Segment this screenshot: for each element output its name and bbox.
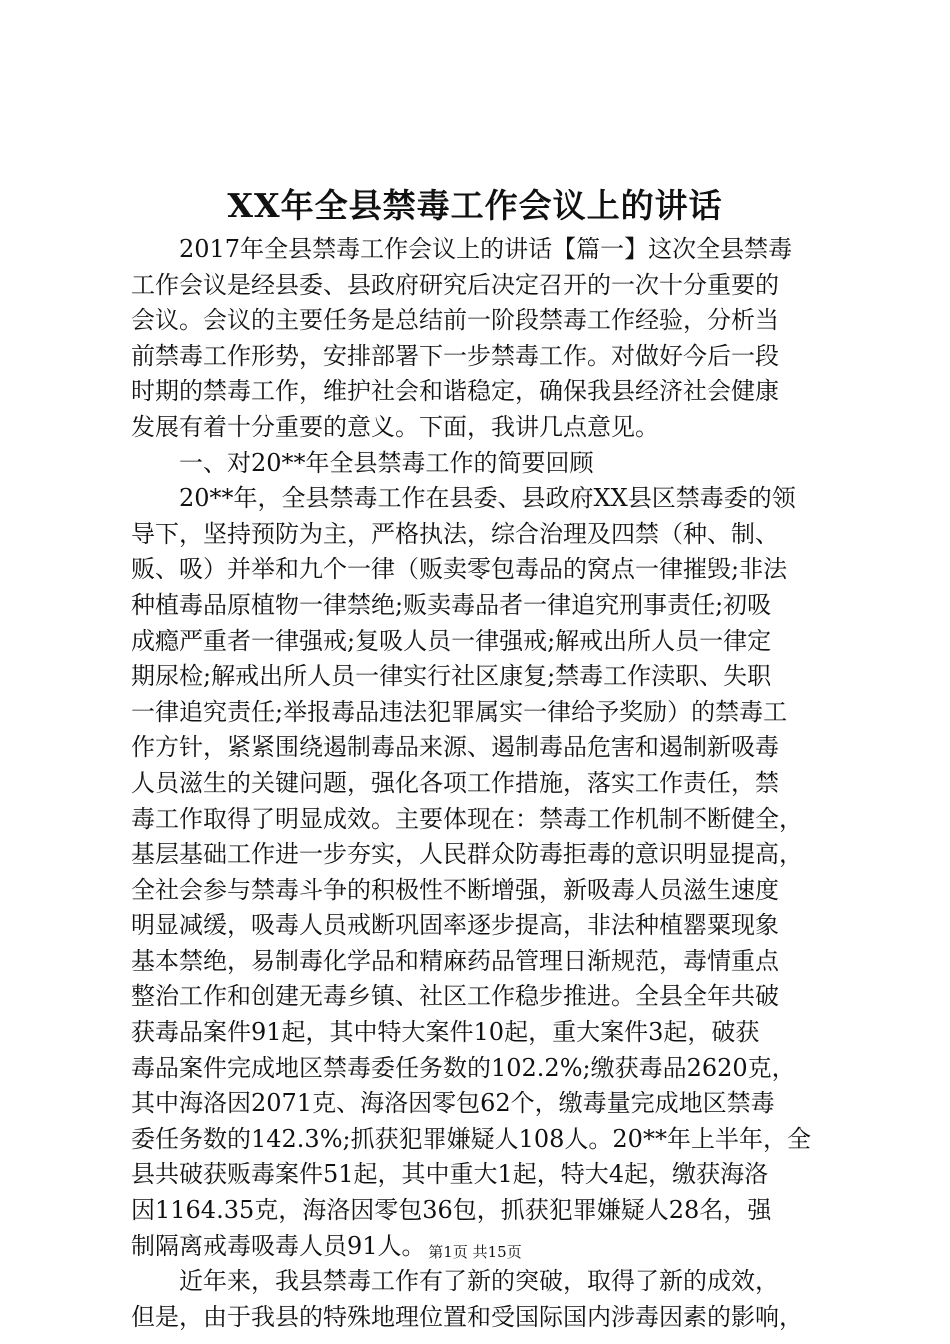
body-text-line: 会议。会议的主要任务是总结前一阶段禁毒工作经验，分析当	[131, 306, 779, 335]
body-text-line: 时期的禁毒工作，维护社会和谐稳定，确保我县经济社会健康	[131, 377, 779, 406]
body-text-line: 发展有着十分重要的意义。下面，我讲几点意见。	[131, 412, 659, 441]
body-text-line: 20**年，全县禁毒工作在县委、县政府XX县区禁毒委的领	[131, 484, 796, 513]
body-text-line: 导下，坚持预防为主，严格执法，综合治理及四禁（种、制、	[131, 519, 779, 548]
body-text-line: 明显减缓，吸毒人员戒断巩固率逐步提高，非法种植罂粟现象	[131, 911, 779, 940]
body-text-line: 一、对20**年全县禁毒工作的简要回顾	[131, 448, 594, 477]
body-text-line: 前禁毒工作形势，安排部署下一步禁毒工作。对做好今后一段	[131, 341, 779, 370]
body-text-line: 作方针，紧紧围绕遏制毒品来源、遏制毒品危害和遏制新吸毒	[131, 733, 779, 762]
body-text-line: 2017年全县禁毒工作会议上的讲话【篇一】这次全县禁毒	[131, 235, 793, 263]
body-text-line: 近年来，我县禁毒工作有了新的突破，取得了新的成效，	[131, 1267, 779, 1296]
body-text-line: 基层基础工作进一步夯实，人民群众防毒拒毒的意识明显提高，	[131, 840, 803, 869]
body-text-line: 获毒品案件91起，其中特大案件10起，重大案件3起，破获	[131, 1018, 760, 1047]
body-text-line: 种植毒品原植物一律禁绝;贩卖毒品者一律追究刑事责任;初吸	[131, 590, 772, 619]
body-text-line: 贩、吸）并举和九个一律（贩卖零包毒品的窝点一律摧毁;非法	[131, 555, 788, 584]
body-text-line: 毒品案件完成地区禁毒委任务数的102.2%;缴获毒品2620克，	[131, 1053, 796, 1082]
body-text-line: 基本禁绝，易制毒化学品和精麻药品管理日渐规范，毒情重点	[131, 946, 779, 975]
body-text-line: 其中海洛因2071克、海洛因零包62个，缴毒量完成地区禁毒	[131, 1089, 775, 1118]
body-text-line: 期尿检;解戒出所人员一律实行社区康复;禁毒工作渎职、失职	[131, 662, 772, 691]
page-footer: 第1页 共15页	[428, 1243, 522, 1261]
body-text-line: 毒工作取得了明显成效。主要体现在：禁毒工作机制不断健全，	[131, 804, 803, 833]
document-title: XX年全县禁毒工作会议上的讲话	[227, 186, 723, 225]
body-text-line: 但是，由于我县的特殊地理位置和受国际国内涉毒因素的影响，	[131, 1302, 803, 1331]
body-text-line: 一律追究责任;举报毒品违法犯罪属实一律给予奖励）的禁毒工	[131, 697, 788, 726]
body-text-line: 县共破获贩毒案件51起，其中重大1起，特大4起，缴获海洛	[131, 1160, 769, 1189]
body-text-line: 工作会议是经县委、县政府研究后决定召开的一次十分重要的	[131, 270, 779, 299]
body-text-line: 成瘾严重者一律强戒;复吸人员一律强戒;解戒出所人员一律定	[131, 626, 772, 655]
body-text-line: 委任务数的142.3%;抓获犯罪嫌疑人108人。20**年上半年，全	[131, 1124, 811, 1153]
body-text-line: 整治工作和创建无毒乡镇、社区工作稳步推进。全县全年共破	[131, 982, 779, 1011]
body-text-line: 全社会参与禁毒斗争的积极性不断增强，新吸毒人员滋生速度	[131, 875, 779, 904]
body-text-line: 制隔离戒毒吸毒人员91人。	[131, 1231, 426, 1260]
body-text-line: 人员滋生的关键问题，强化各项工作措施，落实工作责任，禁	[131, 768, 779, 797]
document-body	[131, 232, 831, 1335]
body-text-line: 因1164.35克，海洛因零包36包，抓获犯罪嫌疑人28名，强	[131, 1196, 772, 1225]
